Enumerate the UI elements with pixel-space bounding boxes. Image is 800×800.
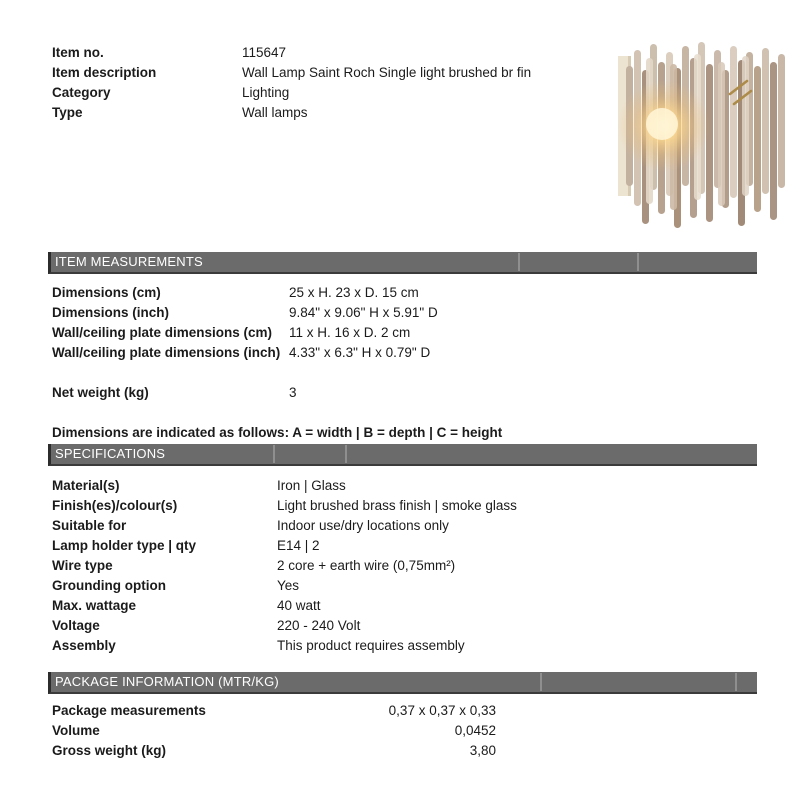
- package-value: 0,0452: [454, 723, 496, 738]
- info-label: Type: [52, 105, 83, 120]
- info-row-item-no: [52, 43, 612, 63]
- spec-label: Assembly: [52, 638, 116, 653]
- measurement-row: [52, 283, 752, 303]
- header-cell-divider: [518, 253, 520, 271]
- info-value: Wall Lamp Saint Roch Single light brushed br fin: [242, 65, 532, 80]
- spec-value: E14 | 2: [277, 538, 320, 553]
- package-label: Gross weight (kg): [52, 743, 167, 758]
- info-row-item-description: [52, 63, 612, 83]
- measurement-value: 4.33" x 6.3" H x 0.79" D: [289, 345, 431, 360]
- spec-value: Light brushed brass finish | smoke glass: [277, 498, 517, 513]
- net-weight-row: [52, 383, 752, 403]
- info-value: 115647: [242, 45, 287, 60]
- header-cell-divider: [273, 445, 275, 463]
- spec-label: Max. wattage: [52, 598, 137, 613]
- measurement-row: [52, 323, 752, 343]
- info-row-type: [52, 103, 612, 123]
- spec-value: Iron | Glass: [277, 478, 346, 493]
- spec-value: This product requires assembly: [277, 638, 465, 653]
- info-row-category: [52, 83, 612, 103]
- package-label: Volume: [52, 723, 100, 738]
- header-cell-divider: [540, 673, 542, 691]
- product-photo-wall-lamp: [616, 38, 796, 234]
- spec-label: Suitable for: [52, 518, 127, 533]
- spec-label: Lamp holder type | qty: [52, 538, 197, 553]
- section-header-specifications: [48, 444, 757, 466]
- header-cell-divider: [735, 673, 737, 691]
- measurement-label: Wall/ceiling plate dimensions (cm): [52, 325, 273, 340]
- section-header-item-measurements: [48, 252, 757, 274]
- dimensions-note: Dimensions are indicated as follows: A = width | B = depth | C = height: [52, 425, 503, 440]
- product-info-table: [52, 43, 612, 123]
- net-weight-label: Net weight (kg): [52, 385, 149, 400]
- spec-label: Material(s): [52, 478, 120, 493]
- spec-row: [52, 596, 752, 616]
- measurement-row: [52, 303, 752, 323]
- spec-row: [52, 636, 752, 656]
- spec-label: Finish(es)/colour(s): [52, 498, 178, 513]
- section-title: SPECIFICATIONS: [55, 446, 166, 461]
- wall-lamp-illustration: [616, 38, 796, 234]
- spec-row: [52, 576, 752, 596]
- spec-row: [52, 496, 752, 516]
- measurement-value: 25 x H. 23 x D. 15 cm: [289, 285, 419, 300]
- spec-row: [52, 476, 752, 496]
- measurement-value: 9.84" x 9.06" H x 5.91" D: [289, 305, 438, 320]
- measurement-label: Wall/ceiling plate dimensions (inch): [52, 345, 281, 360]
- spec-label: Grounding option: [52, 578, 166, 593]
- package-row: [52, 701, 757, 721]
- package-row: [52, 721, 757, 741]
- info-value: Wall lamps: [242, 105, 308, 120]
- package-row: [52, 741, 757, 761]
- spec-value: 2 core + earth wire (0,75mm²): [277, 558, 456, 573]
- info-label: Item no.: [52, 45, 104, 60]
- measurement-value: 11 x H. 16 x D. 2 cm: [289, 325, 411, 340]
- info-label: Category: [52, 85, 111, 100]
- section-title: ITEM MEASUREMENTS: [55, 254, 203, 269]
- measurements-table: [52, 283, 752, 363]
- spec-row: [52, 556, 752, 576]
- spec-label: Wire type: [52, 558, 113, 573]
- specifications-table: [52, 476, 752, 656]
- measurement-row: [52, 343, 752, 363]
- spec-value: 220 - 240 Volt: [277, 618, 361, 633]
- info-value: Lighting: [242, 85, 290, 100]
- header-cell-divider: [345, 445, 347, 463]
- spec-row: [52, 616, 752, 636]
- measurement-label: Dimensions (cm): [52, 285, 161, 300]
- section-header-package-information: [48, 672, 757, 694]
- info-label: Item description: [52, 65, 157, 80]
- spec-value: 40 watt: [277, 598, 321, 613]
- section-title: PACKAGE INFORMATION (MTR/KG): [55, 674, 279, 689]
- spec-label: Voltage: [52, 618, 100, 633]
- measurement-label: Dimensions (inch): [52, 305, 170, 320]
- header-cell-divider: [637, 253, 639, 271]
- package-label: Package measurements: [52, 703, 206, 718]
- package-table: [52, 701, 757, 761]
- package-value: 3,80: [469, 743, 496, 758]
- package-value: 0,37 x 0,37 x 0,33: [388, 703, 496, 718]
- spec-row: [52, 536, 752, 556]
- net-weight-value: 3: [289, 385, 297, 400]
- spec-value: Indoor use/dry locations only: [277, 518, 449, 533]
- spec-row: [52, 516, 752, 536]
- spec-value: Yes: [277, 578, 300, 593]
